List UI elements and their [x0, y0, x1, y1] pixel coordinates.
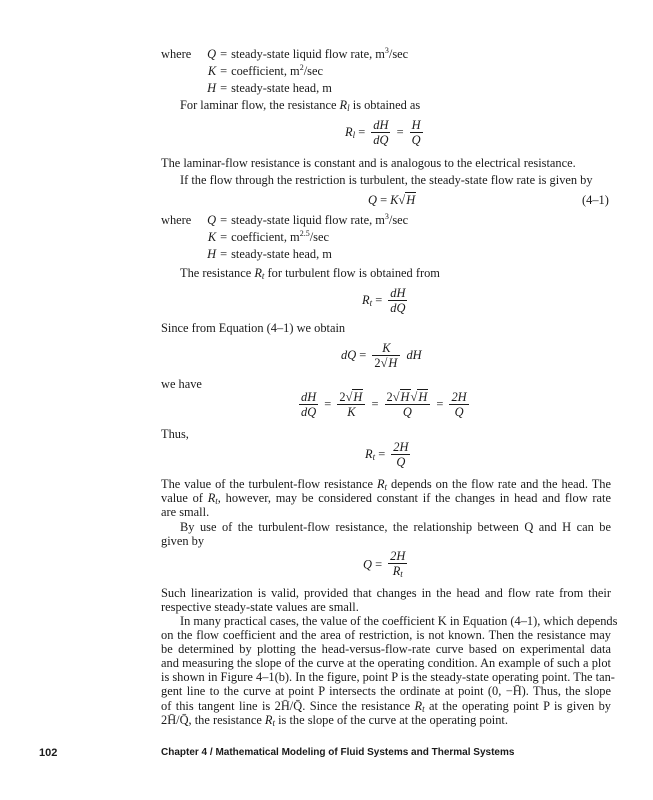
equation-laminar-resistance: $R_l$ = $\frac{dH}{dQ}$ = $\frac{H}{Q}$: [345, 118, 421, 147]
paragraph-practical-cases: [161, 614, 618, 728]
denominator: dQ: [373, 133, 389, 147]
denominator: K: [337, 404, 365, 420]
unit-tail: /sec: [388, 47, 409, 61]
text-line: on the flow coefficient and the area of restriction, is not known. Then the resistance may: [161, 628, 611, 643]
text-line: respective steady-state values are small.: [161, 600, 359, 615]
fraction: $\frac{2√H√H}{Q}$: [385, 390, 431, 420]
resistance-subscript: t: [261, 271, 265, 281]
text-line: are small.: [161, 505, 210, 520]
text-line: 2H̄/Q̄, the resistance $R_t$ is the slope of the curve at the operating point.: [161, 712, 508, 728]
symbol: H: [207, 247, 217, 261]
fraction: [449, 390, 468, 420]
text-line: value of $R_t$, however, may be considered constant if the changes in head and flow rate: [161, 491, 611, 507]
unit-tail: /sec: [303, 64, 323, 78]
exponent: 2.5: [299, 229, 310, 238]
running-footer: Chapter 4 / Mathematical Modeling of Fluid Systems and Thermal Systems: [161, 747, 515, 758]
denominator-radicand: H: [388, 356, 398, 370]
unit-tail: /sec: [388, 213, 409, 227]
text-line: Such linearization is valid, provided that changes in the head and flow rate from their: [161, 586, 611, 600]
where-label: where: [161, 47, 192, 61]
symbol: Q: [207, 47, 217, 61]
eq-lhs: Q: [363, 557, 372, 572]
thus-text: Thus,: [161, 427, 189, 441]
numerator: dH: [301, 390, 317, 404]
exponent: 2: [299, 63, 304, 72]
definition-text: coefficient, m: [231, 230, 300, 244]
fraction: [391, 440, 410, 470]
denominator: Q: [385, 404, 431, 420]
eq-tail: dH: [406, 347, 422, 362]
numerator: dH: [373, 118, 389, 132]
eq-radicand: H: [406, 193, 416, 207]
definition-text: steady-state liquid flow rate, m: [231, 47, 385, 61]
numerator-radicand: H: [400, 390, 410, 404]
text-line: In many practical cases, the value of the coefficient K in Equation (4–1), which depends: [180, 614, 618, 628]
we-have-text: we have: [161, 377, 202, 391]
definition-text: steady-state head, m: [231, 81, 332, 95]
paragraph-relationship: [161, 520, 611, 548]
denominator: dQ: [301, 405, 317, 419]
eq-lhs: R: [345, 124, 353, 139]
numerator: 2H: [393, 440, 409, 454]
intro-tail: for turbulent flow is obtained from: [267, 266, 440, 280]
text-line: and measuring the slope of the curve at the operating condition. An example of such a plot: [161, 656, 611, 671]
definition-row-q: where Q = steady-state liquid flow rate, $m^3/\sec$: [161, 212, 409, 227]
eq-lhs: dQ: [341, 347, 357, 362]
laminar-intro-text: For laminar flow, the resistance: [180, 98, 337, 112]
numerator-radicand: H: [418, 390, 428, 404]
turbulent-resistance-intro: [180, 266, 440, 283]
equation-dq: dQ = $\frac{K}{2√H}$ dH: [341, 341, 422, 370]
denominator: Q: [391, 454, 410, 470]
where-label: where: [161, 213, 192, 227]
exponent: 3: [384, 212, 389, 221]
text-line: The value of the turbulent-flow resistance $R_t$ depends on the flow rate and the head. The: [161, 477, 612, 492]
laminar-intro-tail: is obtained as: [352, 98, 421, 112]
definition-text: steady-state liquid flow rate, m: [231, 213, 385, 227]
paragraph-linearization: [161, 586, 611, 614]
definition-row-h: H = steady-state head, m: [161, 81, 332, 95]
eq-lhs-sub: t: [372, 451, 376, 462]
text-line: gent line to the curve at point P intersects the ordinate at point (0, −H̄). Thus, the slope: [161, 684, 611, 699]
definition-text: coefficient, m: [231, 64, 300, 78]
numerator: dH: [390, 286, 406, 300]
fraction: [388, 549, 407, 582]
symbol: H: [207, 81, 217, 95]
fraction: $\frac{K}{2√H}$: [372, 341, 400, 371]
laminar-intro: [180, 98, 420, 115]
eq-lhs-sub: l: [352, 129, 356, 140]
intro-text: The resistance: [180, 266, 252, 280]
fraction: [410, 118, 423, 148]
text-line: be determined by plotting the head-versus-flow-rate curve based on experimental data: [161, 642, 611, 657]
equation-rt-result: $R_t$ = $\frac{2H}{Q}$: [365, 440, 409, 469]
numerator: K: [382, 341, 391, 355]
eq-coefficient: K: [390, 193, 399, 207]
definition-row-k: K = coefficient, $m^2/\sec$: [161, 64, 323, 78]
fraction: $\frac{2√H}{K}$: [337, 390, 365, 420]
fraction: [299, 390, 318, 420]
exponent: 3: [384, 46, 389, 55]
denominator: Q: [449, 404, 468, 420]
symbol: K: [207, 230, 217, 244]
eq-lhs: Q: [368, 193, 377, 207]
symbol: Q: [207, 213, 217, 227]
resistance-symbol: R: [254, 266, 262, 280]
denominator: Q: [411, 133, 421, 147]
unit-tail: /sec: [309, 230, 329, 244]
text-line: given by: [161, 534, 205, 549]
fraction: [388, 286, 407, 316]
fraction: [371, 118, 390, 148]
denominator: R: [392, 564, 401, 578]
page-number: 102: [39, 747, 58, 759]
eq-lhs-sub: t: [369, 297, 373, 308]
paragraph-resistance-value: [161, 477, 611, 519]
numerator: H: [411, 118, 421, 132]
equation-turbulent-resistance: $R_t$ = $\frac{dH}{dQ}$: [362, 286, 406, 315]
text-line: By use of the turbulent-flow resistance, the relationship between Q and H can be: [180, 520, 611, 534]
text-line: is shown in Figure 4–1(b). In the figure, point P is the steady-state operating point. The tan-: [161, 670, 615, 685]
turbulent-intro: If the flow through the restriction is turbulent, the steady-state flow rate is given by: [180, 173, 593, 187]
denominator-subscript: t: [400, 569, 403, 579]
eq-lhs: R: [365, 446, 373, 461]
since-text: Since from Equation (4–1) we obtain: [161, 321, 346, 335]
eq-lhs: R: [362, 292, 370, 307]
equation-derivative-chain: $\frac{dH}{dQ}$ = $\frac{2√H}{K}$ = $\frac{2√H√H}{Q}$ = $\frac{2H}{Q}$: [301, 390, 467, 419]
resistance-subscript: l: [347, 103, 350, 113]
denominator: dQ: [390, 301, 406, 315]
numerator: 2H: [451, 390, 467, 404]
symbol: K: [207, 64, 217, 78]
laminar-text: The laminar-flow resistance is constant and is analogous to the electrical resistance.: [161, 156, 576, 170]
numerator-coefficient: 2: [339, 390, 346, 404]
numerator-radicand: H: [353, 390, 363, 404]
denominator-coefficient: 2: [374, 356, 381, 370]
equation-4-1: Q = K√H: [368, 193, 416, 207]
text-line: of this tangent line is 2H̄/Q̄. Since the resistance $R_t$ at the operating point P is given by: [161, 698, 611, 714]
definition-text: steady-state head, m: [231, 247, 332, 261]
definition-row-h: H = steady-state head, m: [161, 247, 332, 261]
equation-label: (4–1): [582, 193, 609, 207]
definition-row-q: where Q = steady-state liquid flow rate, $m^3/\sec$: [161, 46, 409, 61]
resistance-symbol: R: [339, 98, 348, 112]
numerator-coefficient: 2: [386, 390, 393, 404]
numerator: 2H: [390, 549, 406, 563]
equation-linearized-flow: Q = $\frac{2H}{R_t}$: [363, 549, 410, 582]
definition-row-k: K = coefficient, $m^{2.5}/\sec$: [161, 230, 329, 244]
